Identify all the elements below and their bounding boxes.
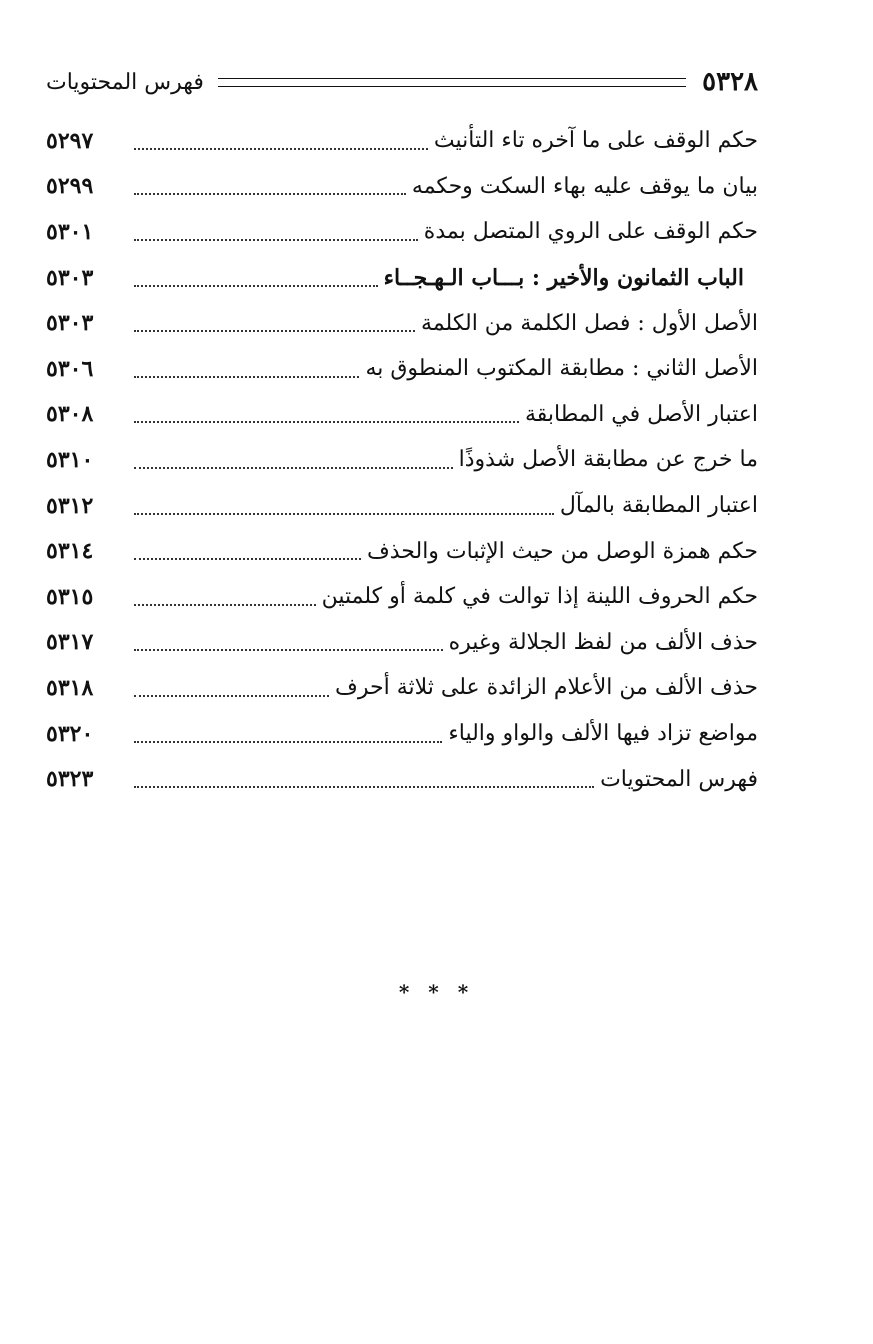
toc-entry-page-number: ٥٣١٥ bbox=[46, 583, 94, 610]
toc-entry-page-number: ٥٢٩٩ bbox=[46, 173, 94, 200]
header-double-rule bbox=[218, 78, 686, 87]
toc-entry-title: حكم الوقف على ما آخره تاء التأنيث bbox=[433, 128, 758, 154]
dot-leader bbox=[134, 421, 519, 423]
toc-entry-page-number: ٥٣١٧ bbox=[46, 629, 94, 656]
toc-entry bbox=[46, 574, 758, 620]
toc-entry bbox=[46, 300, 758, 346]
toc-entry bbox=[46, 665, 758, 711]
toc-entry-page-number: ٥٣٠١ bbox=[46, 218, 94, 245]
toc-entry-title: حكم الحروف اللينة إذا توالت في كلمة أو كلمتين bbox=[321, 584, 758, 610]
toc-entry-title: حكم همزة الوصل من حيث الإثبات والحذف bbox=[366, 538, 758, 564]
toc-entry-page-number: ٥٣٠٨ bbox=[46, 401, 94, 428]
toc-entry-page-number: ٥٣٠٣ bbox=[46, 310, 94, 337]
toc-entry-page-number: ٥٣٢٣ bbox=[46, 766, 94, 793]
toc-entry bbox=[46, 209, 758, 255]
toc-entry-title: حكم الوقف على الروي المتصل بمدة bbox=[423, 219, 758, 245]
dot-leader bbox=[134, 467, 453, 469]
toc-entry bbox=[46, 620, 758, 666]
toc-entry bbox=[46, 164, 758, 210]
toc-entry-page-number: ٥٣١٤ bbox=[46, 538, 94, 565]
toc-entry-page-number: ٥٢٩٧ bbox=[46, 127, 94, 154]
toc-entry-page-number: ٥٣٢٠ bbox=[46, 720, 94, 747]
table-of-contents bbox=[46, 118, 758, 802]
header-title: فهرس المحتويات bbox=[46, 69, 204, 95]
dot-leader bbox=[134, 513, 554, 515]
toc-entry bbox=[46, 483, 758, 529]
toc-entry-title: فهرس المحتويات bbox=[600, 766, 758, 792]
toc-entry-title: حذف الألف من الأعلام الزائدة على ثلاثة أحرف bbox=[335, 675, 758, 701]
toc-entry-title: اعتبار المطابقة بالمآل bbox=[559, 493, 758, 519]
toc-entry-page-number: ٥٣٠٣ bbox=[46, 264, 94, 291]
dot-leader bbox=[134, 786, 594, 788]
toc-entry bbox=[46, 528, 758, 574]
header-page-number: ٥٣٢٨ bbox=[702, 67, 758, 97]
toc-entry bbox=[46, 437, 758, 483]
dot-leader bbox=[134, 741, 442, 743]
toc-entry-title: بيان ما يوقف عليه بهاء السكت وحكمه bbox=[411, 173, 758, 199]
dot-leader bbox=[134, 604, 316, 606]
dot-leader bbox=[134, 376, 359, 378]
dot-leader bbox=[134, 558, 361, 560]
dot-leader bbox=[134, 193, 406, 195]
toc-entry-title: اعتبار الأصل في المطابقة bbox=[524, 401, 758, 427]
toc-entry-title: ما خرج عن مطابقة الأصل شذوذًا bbox=[458, 447, 758, 473]
toc-entry bbox=[46, 392, 758, 438]
toc-entry-title: الأصل الأول : فصل الكلمة من الكلمة bbox=[421, 310, 758, 336]
dot-leader bbox=[134, 285, 378, 287]
toc-entry bbox=[46, 346, 758, 392]
toc-entry-title: حذف الألف من لفظ الجلالة وغيره bbox=[448, 629, 758, 655]
toc-entry bbox=[46, 756, 758, 802]
toc-entry-page-number: ٥٣٠٦ bbox=[46, 355, 94, 382]
dot-leader bbox=[134, 148, 428, 150]
toc-entry-page-number: ٥٣١٠ bbox=[46, 446, 94, 473]
dot-leader bbox=[134, 330, 415, 332]
toc-entry-page-number: ٥٣١٢ bbox=[46, 492, 94, 519]
end-ornament: * * * bbox=[398, 980, 475, 1004]
toc-entry-title: الباب الثمانون والأخير : بـــاب الـهـجــاء bbox=[383, 264, 744, 291]
toc-entry-title: مواضع تزاد فيها الألف والواو والياء bbox=[448, 721, 758, 747]
dot-leader bbox=[134, 239, 418, 241]
toc-entry-title: الأصل الثاني : مطابقة المكتوب المنطوق به bbox=[365, 356, 758, 382]
toc-entry bbox=[46, 711, 758, 757]
dot-leader bbox=[134, 695, 329, 697]
toc-entry-page-number: ٥٣١٨ bbox=[46, 674, 94, 701]
toc-entry bbox=[46, 118, 758, 164]
toc-entry bbox=[46, 255, 758, 301]
dot-leader bbox=[134, 649, 443, 651]
running-header bbox=[46, 62, 758, 102]
